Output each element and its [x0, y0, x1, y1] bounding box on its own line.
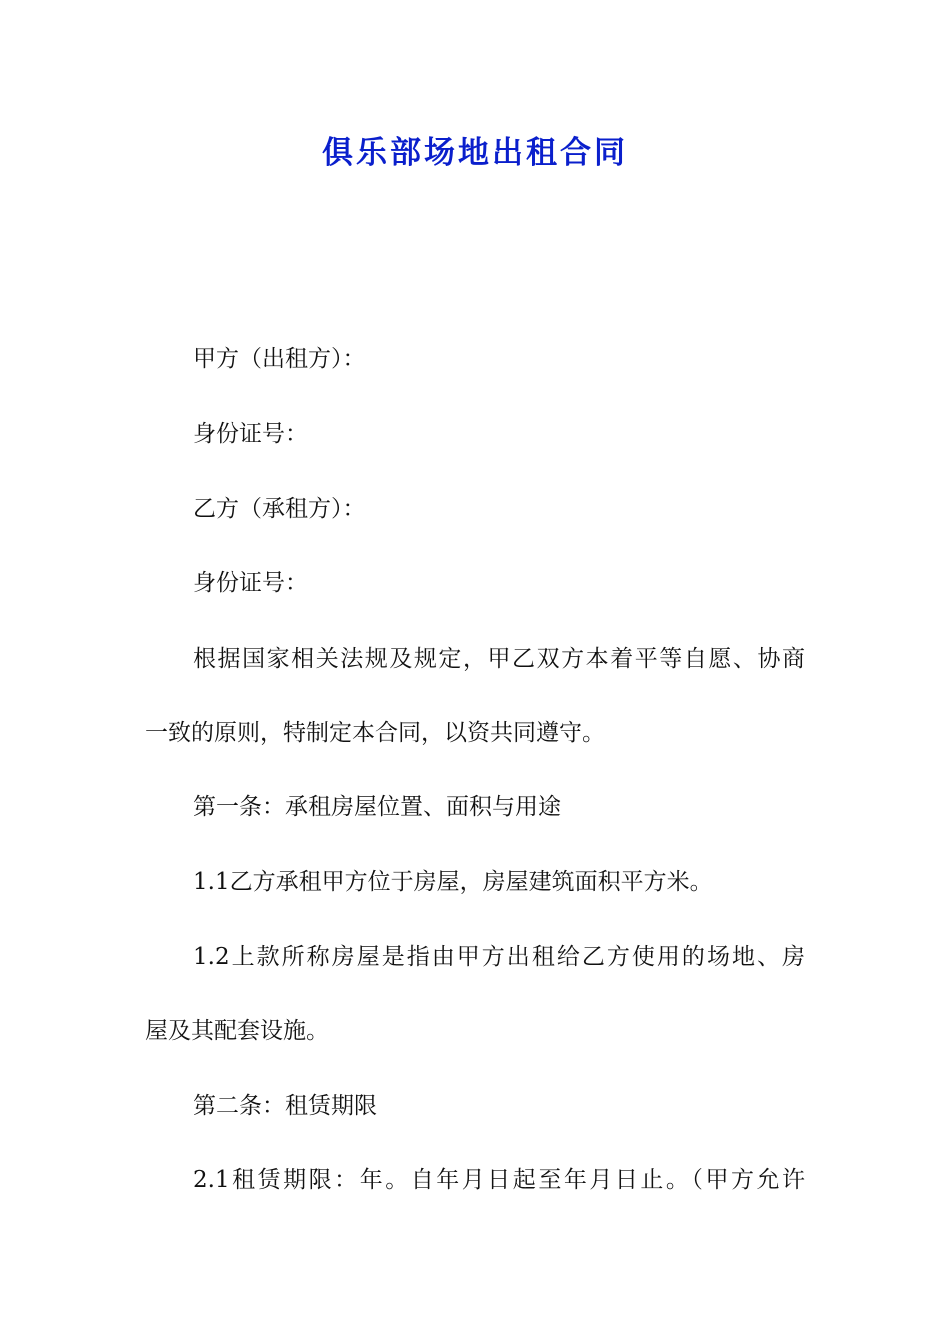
party-b-label: 乙方（承租方）： [193, 496, 366, 522]
preamble-line-2: 一致的原则，特制定本合同，以资共同遵守。 [145, 720, 605, 746]
article-1-heading: 第一条：承租房屋位置、面积与用途 [193, 794, 561, 820]
party-a-id-label: 身份证号： [193, 421, 308, 447]
preamble-line-1: 根据国家相关法规及规定，甲乙双方本着平等自愿、协商 [193, 646, 805, 672]
document-title: 俱乐部场地出租合同 [322, 135, 628, 171]
party-b-id-label: 身份证号： [193, 570, 308, 596]
clause-2-1: 2.1租赁期限：年。自年月日起至年月日止。（甲方允许 [193, 1167, 805, 1193]
article-2-heading: 第二条：租赁期限 [193, 1093, 377, 1119]
party-a-label: 甲方（出租方）： [193, 346, 366, 372]
clause-1-2-line-2: 屋及其配套设施。 [145, 1018, 329, 1044]
clause-1-2-line-1: 1.2上款所称房屋是指由甲方出租给乙方使用的场地、房 [193, 944, 805, 970]
clause-1-1: 1.1乙方承租甲方位于房屋，房屋建筑面积平方米。 [193, 869, 713, 895]
